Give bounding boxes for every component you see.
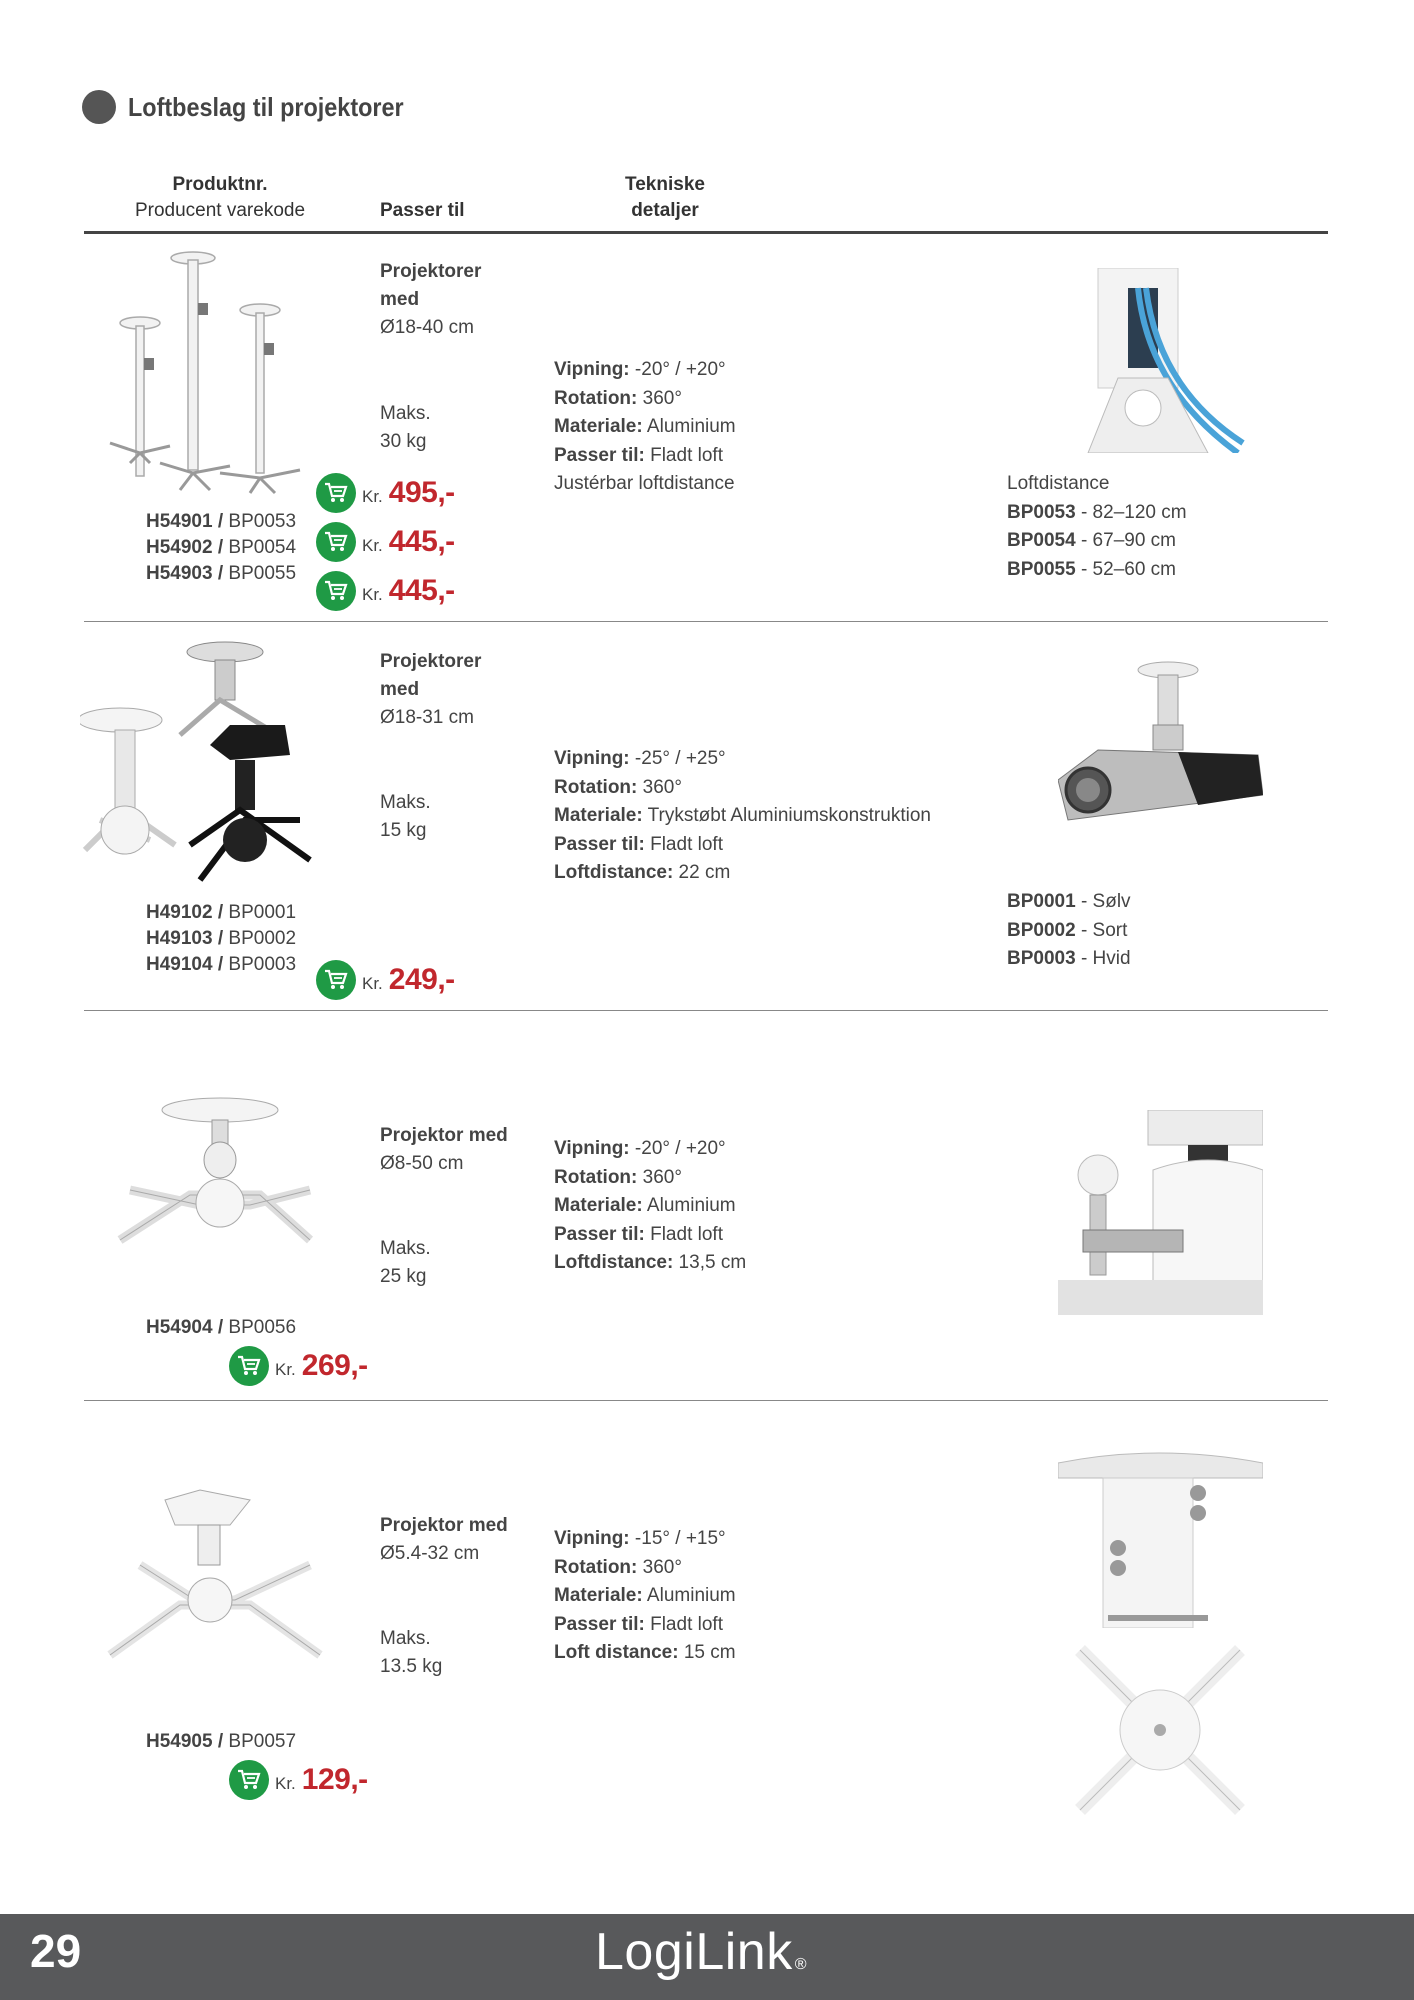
fits-diameter: Ø18-31 cm (380, 707, 474, 728)
price-amount: 249,- (388, 963, 455, 996)
tech-line: Justérbar loftdistance (554, 473, 735, 494)
fits-info-2 (380, 648, 481, 732)
column-header-tech (600, 172, 730, 224)
page-title: Loftbeslag til projektorer (128, 91, 404, 122)
page-number: 29 (30, 1925, 82, 1977)
tech-line: Vipning: -20° / +20° (554, 1138, 726, 1159)
product-codes-3 (146, 1315, 296, 1341)
tech-line: Rotation: 360° (554, 776, 682, 798)
max-load-4 (380, 1625, 442, 1681)
product-code: H49104 / BP0003 (146, 954, 297, 975)
price-list-3 (229, 1344, 368, 1388)
max-label: Maks. (380, 1628, 431, 1649)
product-image-compact-mount (100, 1485, 330, 1670)
price-list-1 (316, 471, 455, 613)
product-codes-4 (146, 1729, 296, 1755)
product-image-adjustable-ceiling-mounts (100, 248, 320, 498)
fits-line: Projektor med (380, 1515, 508, 1536)
tech-line: Vipning: -20° / +20° (554, 359, 726, 380)
column-header-product-line1: Produktnr. (172, 174, 268, 195)
max-value: 15 kg (380, 820, 427, 841)
currency-label: Kr. (275, 1774, 296, 1793)
price-amount: 445,- (388, 574, 455, 607)
price-amount: 445,- (388, 525, 455, 558)
product-image-universal-mount (110, 1095, 320, 1260)
variant-notes-2 (1007, 888, 1131, 974)
product-code: H49103 / BP0002 (146, 928, 297, 949)
note-line: BP0001 - Sølv (1007, 891, 1131, 912)
column-header-fits-label: Passer til (380, 200, 465, 221)
tech-line: Passer til: Fladt loft (554, 833, 723, 855)
shopping-cart-icon[interactable] (316, 522, 356, 562)
product-code: H54901 / BP0053 (146, 511, 297, 532)
detail-image-cross-arms (1070, 1640, 1250, 1820)
variant-notes-1 (1007, 470, 1187, 584)
price-amount: 495,- (388, 476, 455, 509)
shopping-cart-icon[interactable] (316, 473, 356, 513)
shopping-cart-icon[interactable] (316, 571, 356, 611)
note-line: BP0003 - Hvid (1007, 948, 1131, 969)
tech-line: Loft distance: 15 cm (554, 1642, 736, 1663)
section-bullet-icon (82, 90, 116, 124)
tech-line: Loftdistance: 22 cm (554, 862, 731, 883)
tech-line: Passer til: Fladt loft (554, 444, 723, 466)
price-amount: 269,- (301, 1349, 368, 1382)
product-code: H54902 / BP0054 (146, 537, 297, 558)
shopping-cart-icon[interactable] (229, 1760, 269, 1800)
currency-label: Kr. (362, 585, 383, 604)
max-value: 13.5 kg (380, 1656, 443, 1677)
price-list-4 (229, 1758, 368, 1802)
fits-info-1 (380, 258, 481, 342)
tech-line: Rotation: 360° (554, 1166, 682, 1188)
registered-mark: ® (794, 1956, 808, 1973)
fits-diameter: Ø8-50 cm (380, 1153, 464, 1174)
currency-label: Kr. (362, 536, 383, 555)
fits-line: Projektorer (380, 261, 482, 282)
max-value: 25 kg (380, 1266, 427, 1287)
fits-diameter: Ø18-40 cm (380, 317, 474, 338)
price-amount: 129,- (301, 1763, 368, 1796)
tech-line: Loftdistance: 13,5 cm (554, 1252, 747, 1273)
fits-line: Projektor med (380, 1125, 508, 1146)
row-divider (84, 621, 1328, 622)
note-line: BP0055 - 52–60 cm (1007, 558, 1176, 580)
header-divider (84, 231, 1328, 234)
tech-line: Passer til: Fladt loft (554, 1613, 723, 1635)
currency-label: Kr. (275, 1360, 296, 1379)
column-header-fits (380, 198, 465, 224)
max-load-2 (380, 789, 431, 845)
detail-image-tilt-joint (1058, 1110, 1263, 1315)
max-label: Maks. (380, 403, 431, 424)
shopping-cart-icon[interactable] (229, 1346, 269, 1386)
tech-line: Rotation: 360° (554, 387, 682, 409)
product-code: H49102 / BP0001 (146, 902, 297, 923)
note-line: BP0002 - Sort (1007, 919, 1128, 941)
section-title (82, 90, 434, 124)
tech-line: Passer til: Fladt loft (554, 1223, 723, 1245)
tech-details-4 (554, 1525, 736, 1668)
product-code: H54903 / BP0055 (146, 563, 297, 584)
note-line: Loftdistance (1007, 473, 1110, 494)
fits-info-4 (380, 1512, 508, 1568)
tech-line: Materiale: Aluminium (554, 1585, 736, 1606)
fits-info-3 (380, 1122, 508, 1178)
max-label: Maks. (380, 792, 431, 813)
currency-label: Kr. (362, 487, 383, 506)
column-header-tech-line1: Tekniske (625, 174, 705, 195)
row-divider (84, 1400, 1328, 1401)
detail-image-cable-mount (1058, 268, 1248, 453)
max-value: 30 kg (380, 431, 427, 452)
tech-line: Materiale: Aluminium (554, 1195, 736, 1216)
currency-label: Kr. (362, 974, 383, 993)
product-image-tilt-mounts-set (80, 640, 320, 890)
brand-logo (595, 1922, 807, 1982)
shopping-cart-icon[interactable] (316, 960, 356, 1000)
product-code: H54905 / BP0057 (146, 1731, 297, 1752)
product-code: H54904 / BP0056 (146, 1317, 297, 1338)
price-tag (316, 958, 455, 1002)
fits-diameter: Ø5.4-32 cm (380, 1543, 480, 1564)
tech-details-3 (554, 1135, 746, 1278)
column-header-product (110, 172, 330, 224)
fits-line: med (380, 289, 420, 310)
max-load-3 (380, 1235, 431, 1291)
price-list-2 (316, 958, 455, 1002)
price-tag (316, 569, 455, 613)
note-line: BP0054 - 67–90 cm (1007, 530, 1176, 551)
product-codes-1 (146, 509, 296, 587)
price-tag (229, 1344, 368, 1388)
detail-image-bracket-closeup (1058, 1448, 1263, 1628)
column-header-tech-line2: detaljer (631, 200, 699, 221)
brand-name: LogiLink (595, 1923, 793, 1981)
tech-line: Vipning: -15° / +15° (554, 1528, 726, 1549)
price-tag (316, 520, 455, 564)
detail-image-mounted-projector (1058, 660, 1263, 850)
price-tag (316, 471, 455, 515)
tech-line: Vipning: -25° / +25° (554, 748, 726, 769)
tech-line: Rotation: 360° (554, 1556, 682, 1578)
tech-line: Materiale: Trykstøbt Aluminiumskonstruktion (554, 805, 931, 826)
product-codes-2 (146, 900, 296, 978)
column-header-product-line2: Producent varekode (134, 200, 306, 221)
max-label: Maks. (380, 1238, 431, 1259)
row-divider (84, 1010, 1328, 1011)
note-line: BP0053 - 82–120 cm (1007, 501, 1187, 523)
tech-details-1 (554, 356, 736, 499)
tech-details-2 (554, 745, 931, 888)
price-tag (229, 1758, 368, 1802)
fits-line: Projektorer (380, 651, 482, 672)
tech-line: Materiale: Aluminium (554, 416, 736, 437)
fits-line: med (380, 679, 420, 700)
max-load-1 (380, 400, 431, 456)
